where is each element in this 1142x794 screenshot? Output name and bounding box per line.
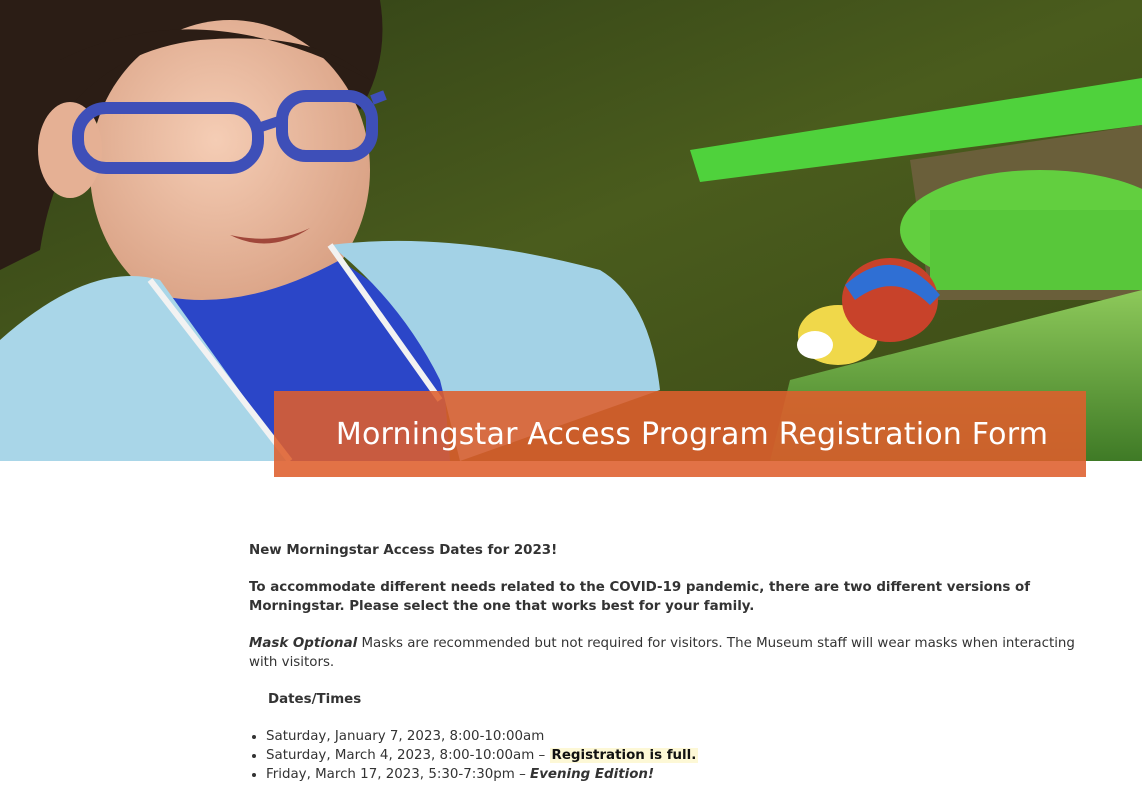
registration-full-note: Registration is full. bbox=[551, 748, 697, 763]
intro-heading: New Morningstar Access Dates for 2023! bbox=[249, 543, 558, 558]
list-item bbox=[266, 765, 1099, 784]
mask-text: Masks are recommended but not required for visitors. The Museum staff will wear masks when interacting with visitors. bbox=[249, 636, 1075, 670]
date-text: Friday, March 17, 2023, 5:30-7:30pm – bbox=[266, 767, 531, 782]
mask-paragraph bbox=[249, 634, 1099, 672]
evening-edition-note: Evening Edition! bbox=[530, 767, 655, 782]
dates-list bbox=[249, 727, 1099, 784]
dates-heading: Dates/Times bbox=[268, 692, 362, 707]
title-banner bbox=[274, 391, 1086, 477]
date-text: Saturday, March 4, 2023, 8:00-10:00am – bbox=[266, 748, 550, 763]
covid-note: To accommodate different needs related to the COVID-19 pandemic, there are two different versions of Morningstar. Please select the one that works best for your family. bbox=[249, 580, 1031, 614]
mask-label: Mask Optional bbox=[249, 636, 358, 651]
date-text: Saturday, January 7, 2023, 8:00-10:00am bbox=[266, 729, 545, 744]
list-item bbox=[266, 727, 1099, 746]
registration-info bbox=[249, 541, 1099, 784]
list-item bbox=[266, 746, 1099, 765]
page-title: Morningstar Access Program Registration Form bbox=[335, 416, 1049, 452]
